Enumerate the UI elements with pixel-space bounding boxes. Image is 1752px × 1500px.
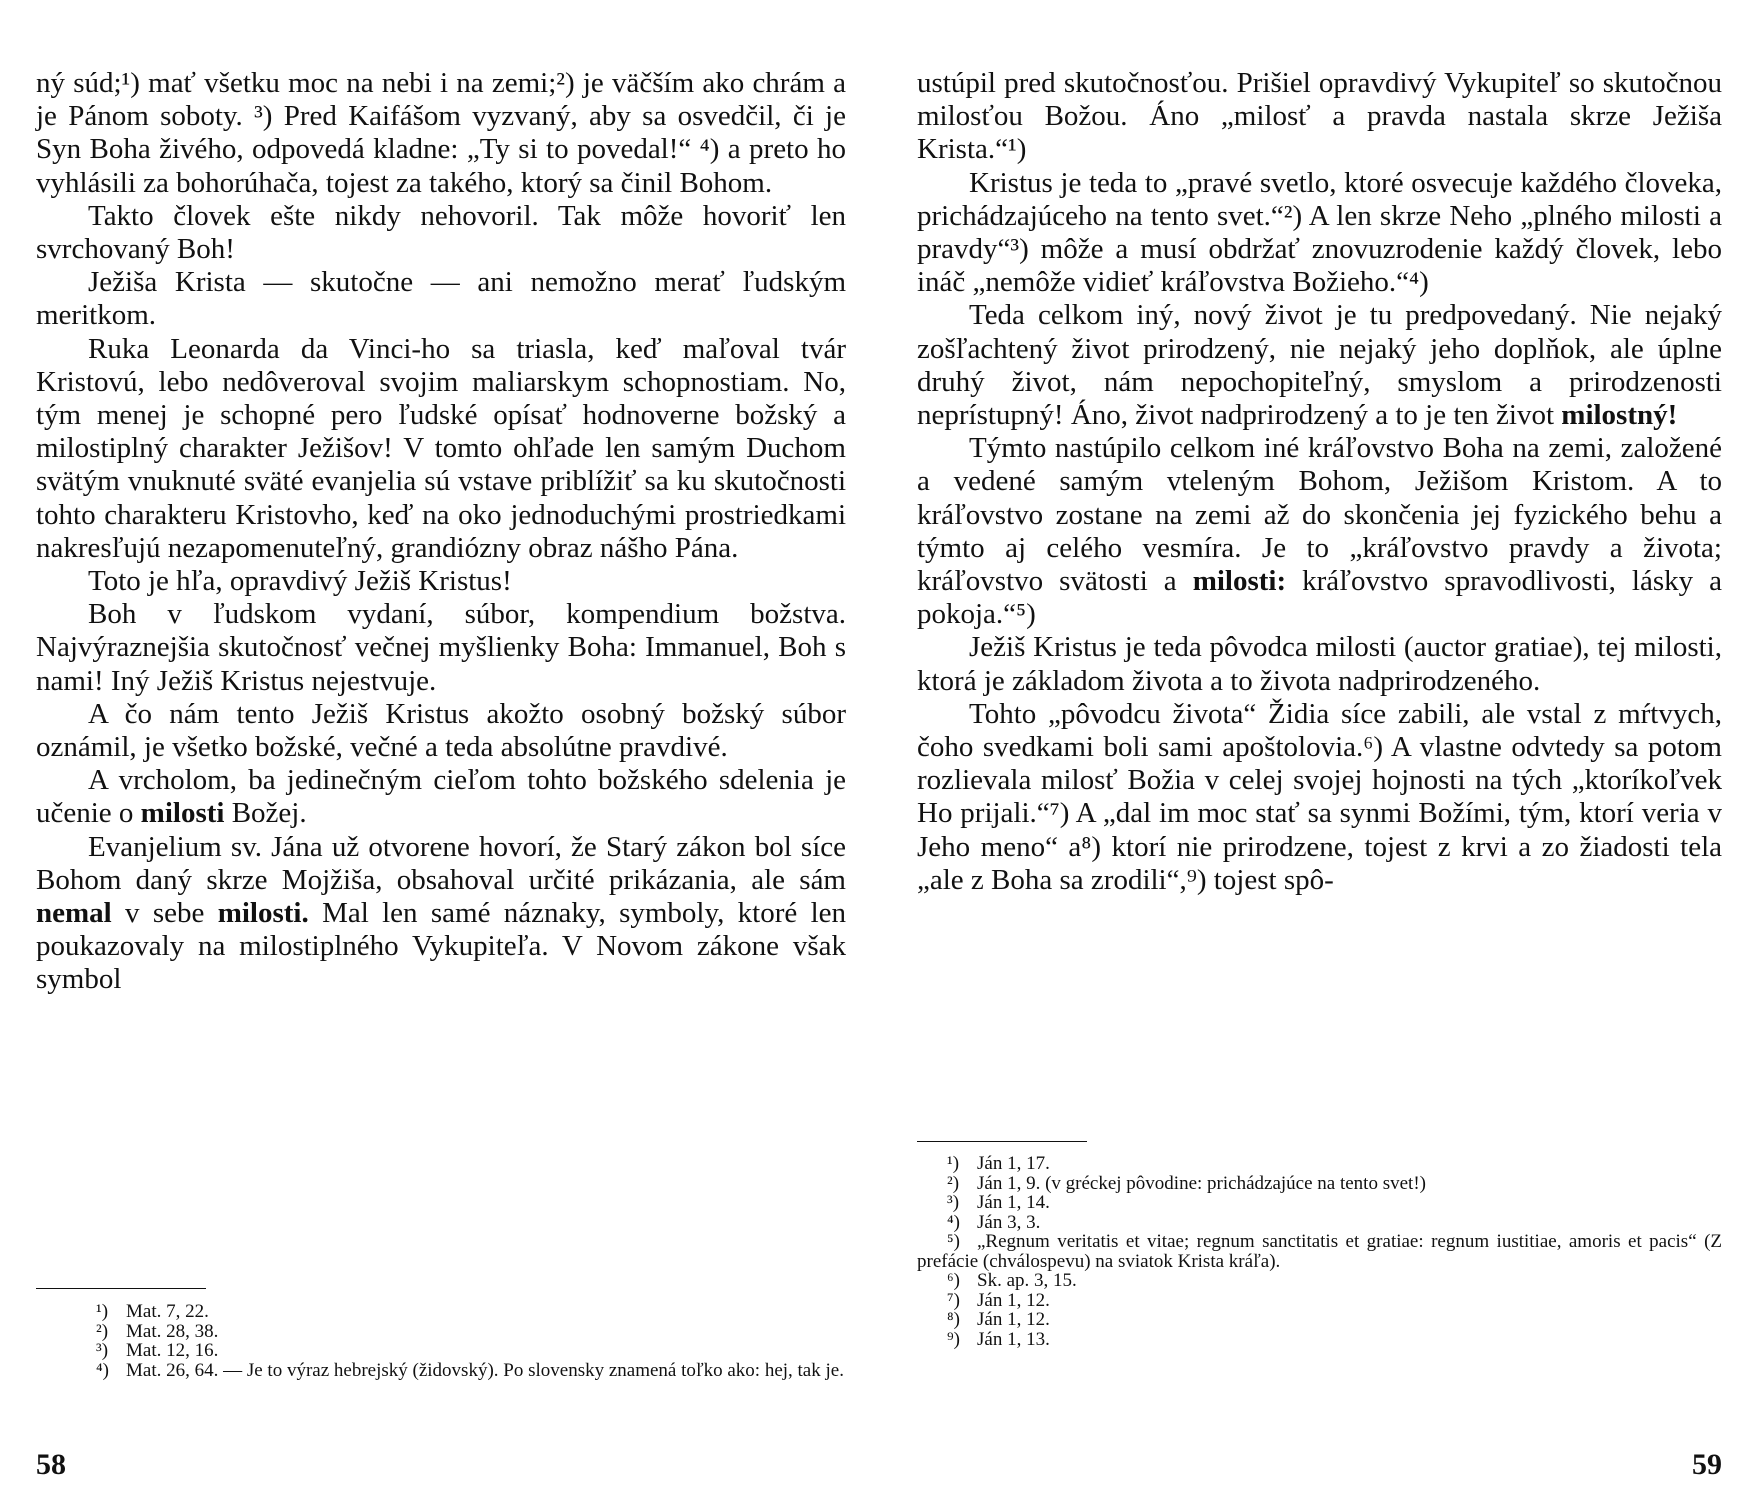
paragraph-text: Božej. [224, 797, 307, 830]
footnote-mark: ²) [947, 1172, 960, 1194]
footnote-text: Ján 1, 12. [977, 1309, 1050, 1330]
footnote [917, 1213, 1722, 1233]
footnote-text: Mat. 26, 64. — Je to výraz hebrejský (židovský). Po slovensky znamená toľko ako: hej, tak je. [126, 1359, 844, 1381]
footnote-text: Ján 1, 9. (v gréckej pôvodine: prichádzajúce na tento svet!) [977, 1172, 1426, 1194]
paragraph [917, 299, 1722, 432]
footnote-text: Ján 1, 14. [977, 1192, 1050, 1213]
paragraph-text: Týmto nastúpilo celkom iné kráľovstvo Boha na zemi, založené a vedené samým vteleným Bohom, Ježišom Kristom. A to kráľovstvo zostane na zemi až do skončenia jej fyzického behu a týmto aj celého vesmíra. Je to „kráľovstvo pravdy a života; kráľovstvo svätosti a [917, 432, 1722, 598]
footnote-text: Ján 1, 12. [977, 1289, 1050, 1311]
footnote-text: Sk. ap. 3, 15. [977, 1270, 1077, 1291]
footnote-rule [917, 1141, 1087, 1142]
paragraph: ný súd;¹) mať všetku moc na nebi i na zemi;²) je väčším ako chrám a je Pánom soboty. ³) Pred Kaifášom vyzvaný, aby sa osvedčil, či je Syn Boha živého, odpovedá kladne: „Ty si to povedal!“ ⁴) a preto ho vyhlásili za bohorúhača, tojest za takého, ktorý sa činil Bohom. [36, 67, 846, 199]
footnote-text: Mat. 7, 22. [126, 1301, 209, 1322]
bold-word: milosti. [217, 897, 309, 930]
bold-word: milosti: [1192, 565, 1287, 598]
footnote-mark: ³) [96, 1340, 109, 1361]
paragraph [917, 432, 1722, 631]
footnote-mark: ⁶) [947, 1270, 960, 1291]
paragraph-text: Teda celkom iný, nový život je tu predpovedaný. Nie nejaký zošľachtený život prirodzený, nie nejaký jeho doplňok, ale úplne druhý život, nám nepochopiteľný, smyslom a prirodzenosti neprístupný! Áno, život nadprirodzený a to je ten život [917, 299, 1722, 432]
paragraph-text: A vrcholom, ba jedinečným cieľom tohto božského sdelenia je učenie o [36, 764, 846, 830]
page-number: 59 [1692, 1448, 1722, 1481]
footnote [917, 1310, 1722, 1330]
footnote [917, 1271, 1722, 1291]
right-footnotes [917, 1154, 1722, 1349]
footnote [917, 1193, 1722, 1213]
right-page-body [917, 67, 1722, 897]
paragraph: ustúpil pred skutočnosťou. Prišiel opravdivý Vykupiteľ so skutočnou milosťou Božou. Áno „milosť a pravda nastala skrze Ježiša Krista.“¹) [917, 67, 1722, 166]
paragraph-text: Mal len samé náznaky, symboly, ktoré len poukazovaly na milostiplného Vykupiteľa. V Novom zákone však symbol [36, 897, 846, 996]
paragraph: Tohto „pôvodcu života“ Židia síce zabili, ale vstal z mŕtvych, čoho svedkami boli sami apoštolovia.⁶) A vlastne odvtedy sa potom rozlievala milosť Božia v celej svojej hojnosti na tých „ktoríkoľvek Ho prijali.“⁷) A „dal im moc stať sa synmi Božími, tým, ktorí veria v Jeho meno“ a⁸) ktorí nie prirodzene, tojest z krvi a zo žiadosti tela „ale z Boha sa zrodili“,⁹) tojest spô- [917, 697, 1722, 896]
footnote [917, 1232, 1722, 1271]
footnote-mark: ⁸) [947, 1309, 960, 1330]
footnote-mark: ⁴) [96, 1359, 109, 1381]
paragraph-text: Evanjelium sv. Jána už otvorene hovorí, že Starý zákon bol síce Bohom daný skrze Mojžiša, obsahoval určité prikázania, ale sám [36, 830, 846, 896]
paragraph: Ježiša Krista — skutočne — ani nemožno merať ľudským meritkom. [36, 266, 846, 332]
footnote-text: Ján 1, 17. [977, 1153, 1050, 1174]
paragraph: A čo nám tento Ježiš Kristus akožto osobný božský súbor oznámil, je všetko božské, večné a teda absolútne pravdivé. [36, 697, 846, 764]
paragraph: Ježiš Kristus je teda pôvodca milosti (auctor gratiae), tej milosti, ktorá je základom života a to života nadprirodzeného. [917, 631, 1722, 697]
footnote-mark: ³) [947, 1192, 960, 1213]
footnote-text: Mat. 28, 38. [126, 1320, 219, 1342]
footnote-rule [36, 1288, 206, 1289]
bold-word: nemal [36, 897, 112, 930]
footnote [917, 1330, 1722, 1350]
paragraph: Takto človek ešte nikdy nehovoril. Tak môže hovoriť len svrchovaný Boh! [36, 199, 846, 266]
footnote [917, 1291, 1722, 1311]
bold-word: milosti [140, 797, 225, 830]
left-footnotes [36, 1302, 846, 1380]
page-number: 58 [36, 1448, 66, 1481]
paragraph-text: kráľovstvo spravodlivosti, lásky a pokoja.“⁵) [917, 565, 1722, 631]
footnote [917, 1154, 1722, 1174]
footnote-mark: ²) [96, 1320, 109, 1342]
footnote-mark: ¹) [96, 1301, 109, 1322]
paragraph: Ruka Leonarda da Vinci-ho sa triasla, keď maľoval tvár Kristovú, lebo nedôveroval svojim maliarskym schopnostiam. No, tým menej je schopné pero ľudské opísať hodnoverne božský a milostiplný charakter Ježišov! V tomto ohľade len samým Duchom svätým vnuknuté sväté evanjelia sú vstave priblížiť sa ku skutočnosti tohto charakteru Kristovho, keď na oko jednoduchými prostriedkami nakresľujú nezapomenuteľný, grandiózny obraz nášho Pána. [36, 332, 846, 564]
paragraph: Boh v ľudskom vydaní, súbor, kompendium božstva. Najvýraznejšia skutočnosť večnej myšlienky Boha: Immanuel, Boh s nami! Iný Ježiš Kristus nejestvuje. [36, 598, 846, 697]
footnote [36, 1341, 846, 1361]
footnote-text: Ján 1, 13. [977, 1328, 1050, 1350]
paragraph [36, 831, 846, 997]
footnote [36, 1302, 846, 1322]
footnote-text: Mat. 12, 16. [126, 1340, 219, 1361]
left-page-body [36, 67, 846, 997]
footnote-mark: ⁹) [947, 1328, 960, 1350]
footnote-text: Ján 3, 3. [977, 1211, 1041, 1233]
paragraph: Toto je hľa, opravdivý Ježiš Kristus! [88, 565, 512, 598]
bold-word: milostný! [1561, 399, 1678, 432]
paragraph [36, 764, 846, 830]
footnote [36, 1322, 846, 1342]
footnote-mark: ¹) [947, 1153, 960, 1174]
footnote-mark: ⁴) [947, 1211, 960, 1233]
footnote-text: „Regnum veritatis et vitae; regnum sanctitatis et gratiae: regnum iustitiae, amoris et pacis“ (Z prefácie (chválospevu) na sviatok Krista kráľa). [917, 1231, 1722, 1272]
paragraph-text: v sebe [111, 897, 218, 930]
footnote [917, 1174, 1722, 1194]
footnote-mark: ⁷) [947, 1289, 960, 1311]
paragraph: Kristus je teda to „pravé svetlo, ktoré osvecuje každého človeka, prichádzajúceho na tento svet.“²) A len skrze Neho „plného milosti a pravdy“³) môže a musí obdržať znovuzrodenie každý človek, lebo ináč „nemôže vidieť kráľovstva Božieho.“⁴) [917, 166, 1722, 299]
footnote [36, 1361, 846, 1381]
footnote-mark: ⁵) [947, 1231, 960, 1252]
